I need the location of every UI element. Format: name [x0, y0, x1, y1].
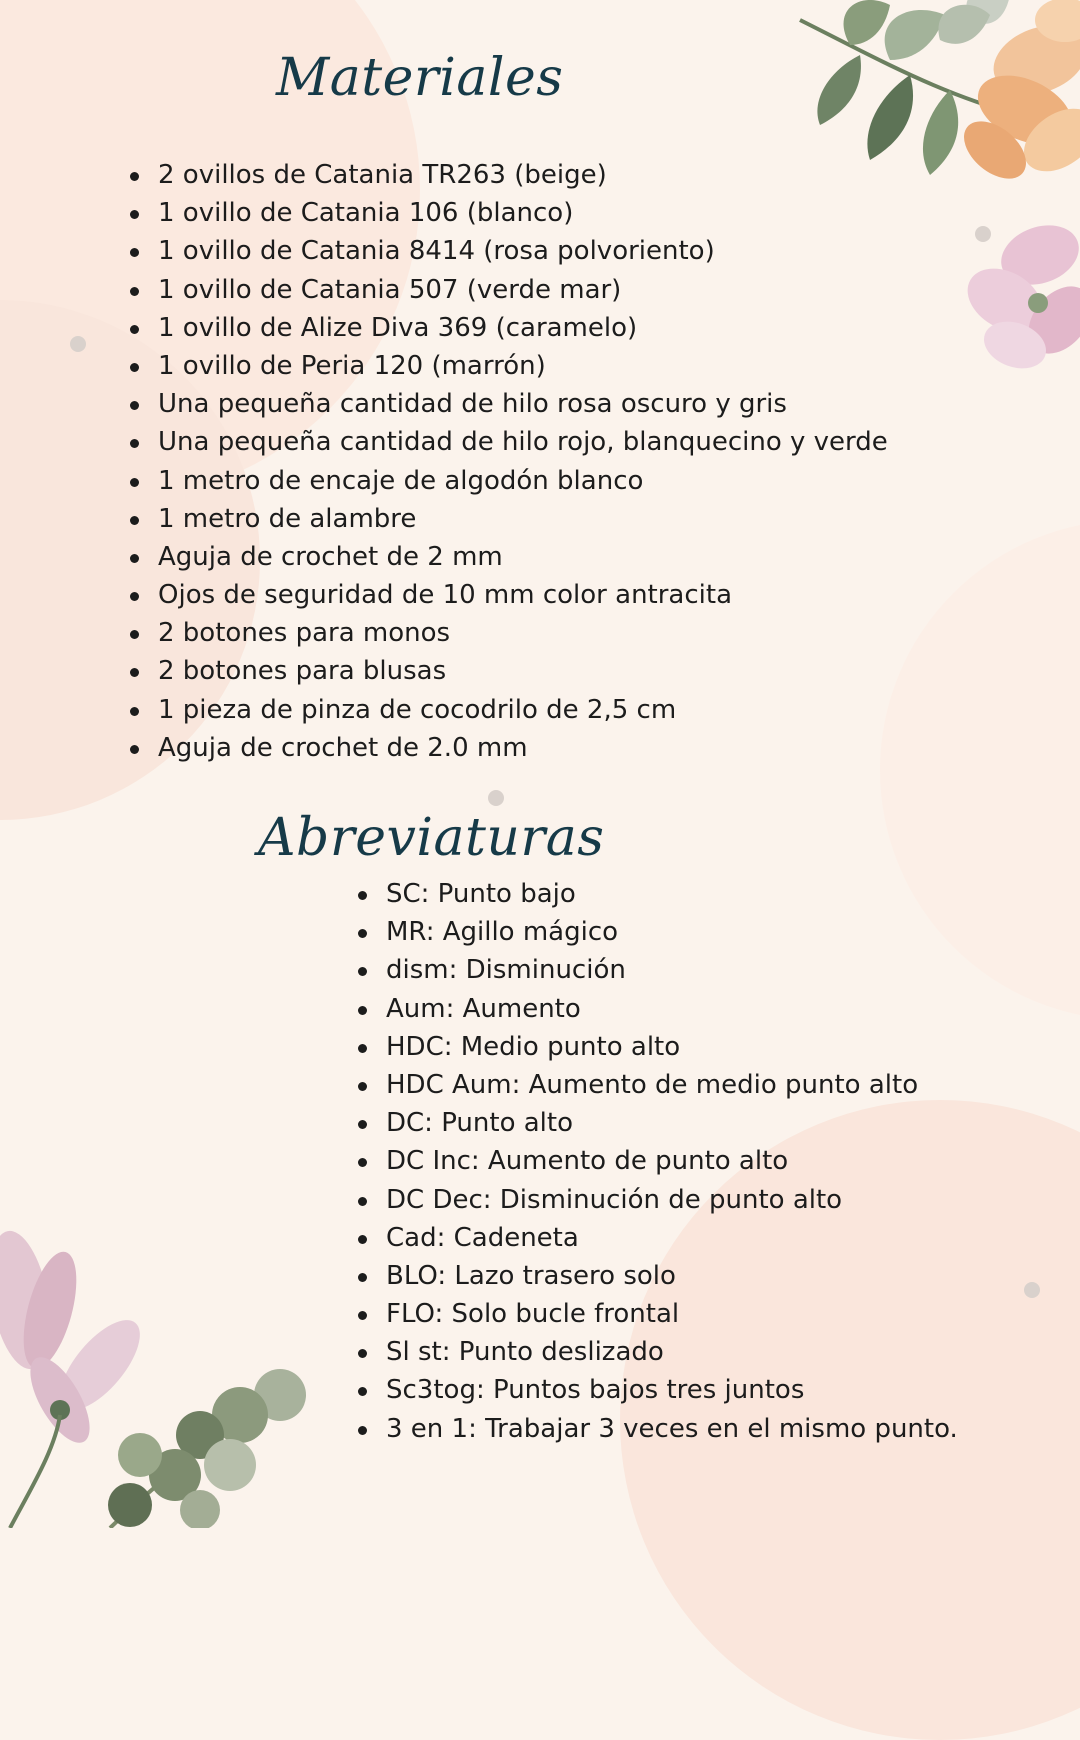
- list-item: Sc3tog: Puntos bajos tres juntos: [358, 1371, 958, 1409]
- list-item: 1 ovillo de Peria 120 (marrón): [130, 347, 888, 385]
- list-item: 1 pieza de pinza de cocodrilo de 2,5 cm: [130, 691, 888, 729]
- list-item: 3 en 1: Trabajar 3 veces en el mismo punto.: [358, 1410, 958, 1448]
- list-item: 1 ovillo de Catania 106 (blanco): [130, 194, 888, 232]
- abreviaturas-heading: Abreviaturas: [258, 808, 605, 868]
- materiales-list: [130, 156, 888, 767]
- list-item: Aum: Aumento: [358, 990, 958, 1028]
- decorative-dot: [1024, 1282, 1040, 1298]
- list-item: HDC: Medio punto alto: [358, 1028, 958, 1066]
- list-item: BLO: Lazo trasero solo: [358, 1257, 958, 1295]
- list-item: Aguja de crochet de 2.0 mm: [130, 729, 888, 767]
- list-item: 2 botones para blusas: [130, 652, 888, 690]
- list-item: dism: Disminución: [358, 951, 958, 989]
- list-item: 2 ovillos de Catania TR263 (beige): [130, 156, 888, 194]
- list-item: 1 metro de encaje de algodón blanco: [130, 462, 888, 500]
- list-item: DC Dec: Disminución de punto alto: [358, 1181, 958, 1219]
- abreviaturas-list: [358, 875, 958, 1448]
- flower-and-eucalyptus-icon: [0, 1230, 330, 1528]
- list-item: FLO: Solo bucle frontal: [358, 1295, 958, 1333]
- decorative-dot: [488, 790, 504, 806]
- list-item: 1 ovillo de Catania 8414 (rosa polvoriento): [130, 232, 888, 270]
- list-item: HDC Aum: Aumento de medio punto alto: [358, 1066, 958, 1104]
- list-item: 1 ovillo de Catania 507 (verde mar): [130, 271, 888, 309]
- list-item: 1 metro de alambre: [130, 500, 888, 538]
- list-item: 2 botones para monos: [130, 614, 888, 652]
- list-item: Aguja de crochet de 2 mm: [130, 538, 888, 576]
- list-item: Sl st: Punto deslizado: [358, 1333, 958, 1371]
- list-item: Cad: Cadeneta: [358, 1219, 958, 1257]
- list-item: Una pequeña cantidad de hilo rojo, blanquecino y verde: [130, 423, 888, 461]
- list-item: 1 ovillo de Alize Diva 369 (caramelo): [130, 309, 888, 347]
- decorative-dot: [70, 336, 86, 352]
- list-item: SC: Punto bajo: [358, 875, 958, 913]
- list-item: Ojos de seguridad de 10 mm color antracita: [130, 576, 888, 614]
- list-item: DC: Punto alto: [358, 1104, 958, 1142]
- list-item: DC Inc: Aumento de punto alto: [358, 1142, 958, 1180]
- list-item: MR: Agillo mágico: [358, 913, 958, 951]
- materiales-heading: Materiales: [276, 48, 564, 108]
- list-item: Una pequeña cantidad de hilo rosa oscuro y gris: [130, 385, 888, 423]
